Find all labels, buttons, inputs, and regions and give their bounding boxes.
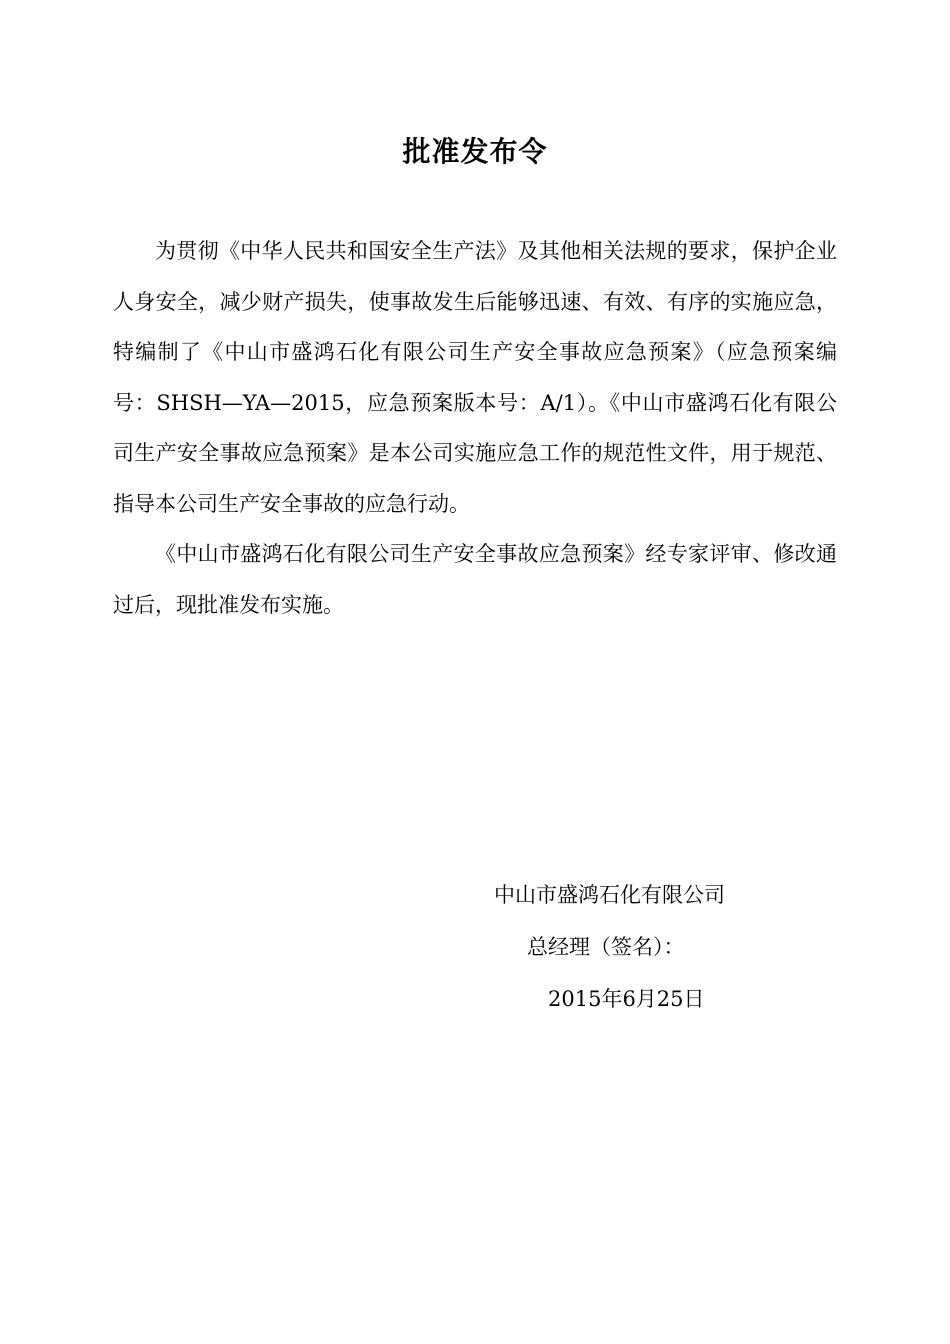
signature-manager: 总经理（签名）： [527, 935, 685, 959]
document-body [113, 226, 837, 630]
signature-company: 中山市盛鸿石化有限公司 [494, 883, 725, 907]
document-title: 批准发布令 [402, 135, 548, 168]
signature-date: 2015年6月25日 [548, 987, 705, 1011]
body-paragraph-2: 《中山市盛鸿石化有限公司生产安全事故应急预案》经专家评审、修改通过后，现批准发布实施。 [113, 542, 837, 617]
body-paragraph-1: 为贯彻《中华人民共和国安全生产法》及其他相关法规的要求，保护企业人身安全，减少财产损失，使事故发生后能够迅速、有效、有序的实施应急，特编制了《中山市盛鸿石化有限公司生产安全事故应急预案》（应急预案编号：SHSH—YA—2015，应急预案版本号：A/1）。《中山市盛鸿石化有限公司生产安全事故应急预案》是本公司实施应急工作的规范性文件，用于规范、指导本公司生产安全事故的应急行动。 [113, 239, 837, 516]
